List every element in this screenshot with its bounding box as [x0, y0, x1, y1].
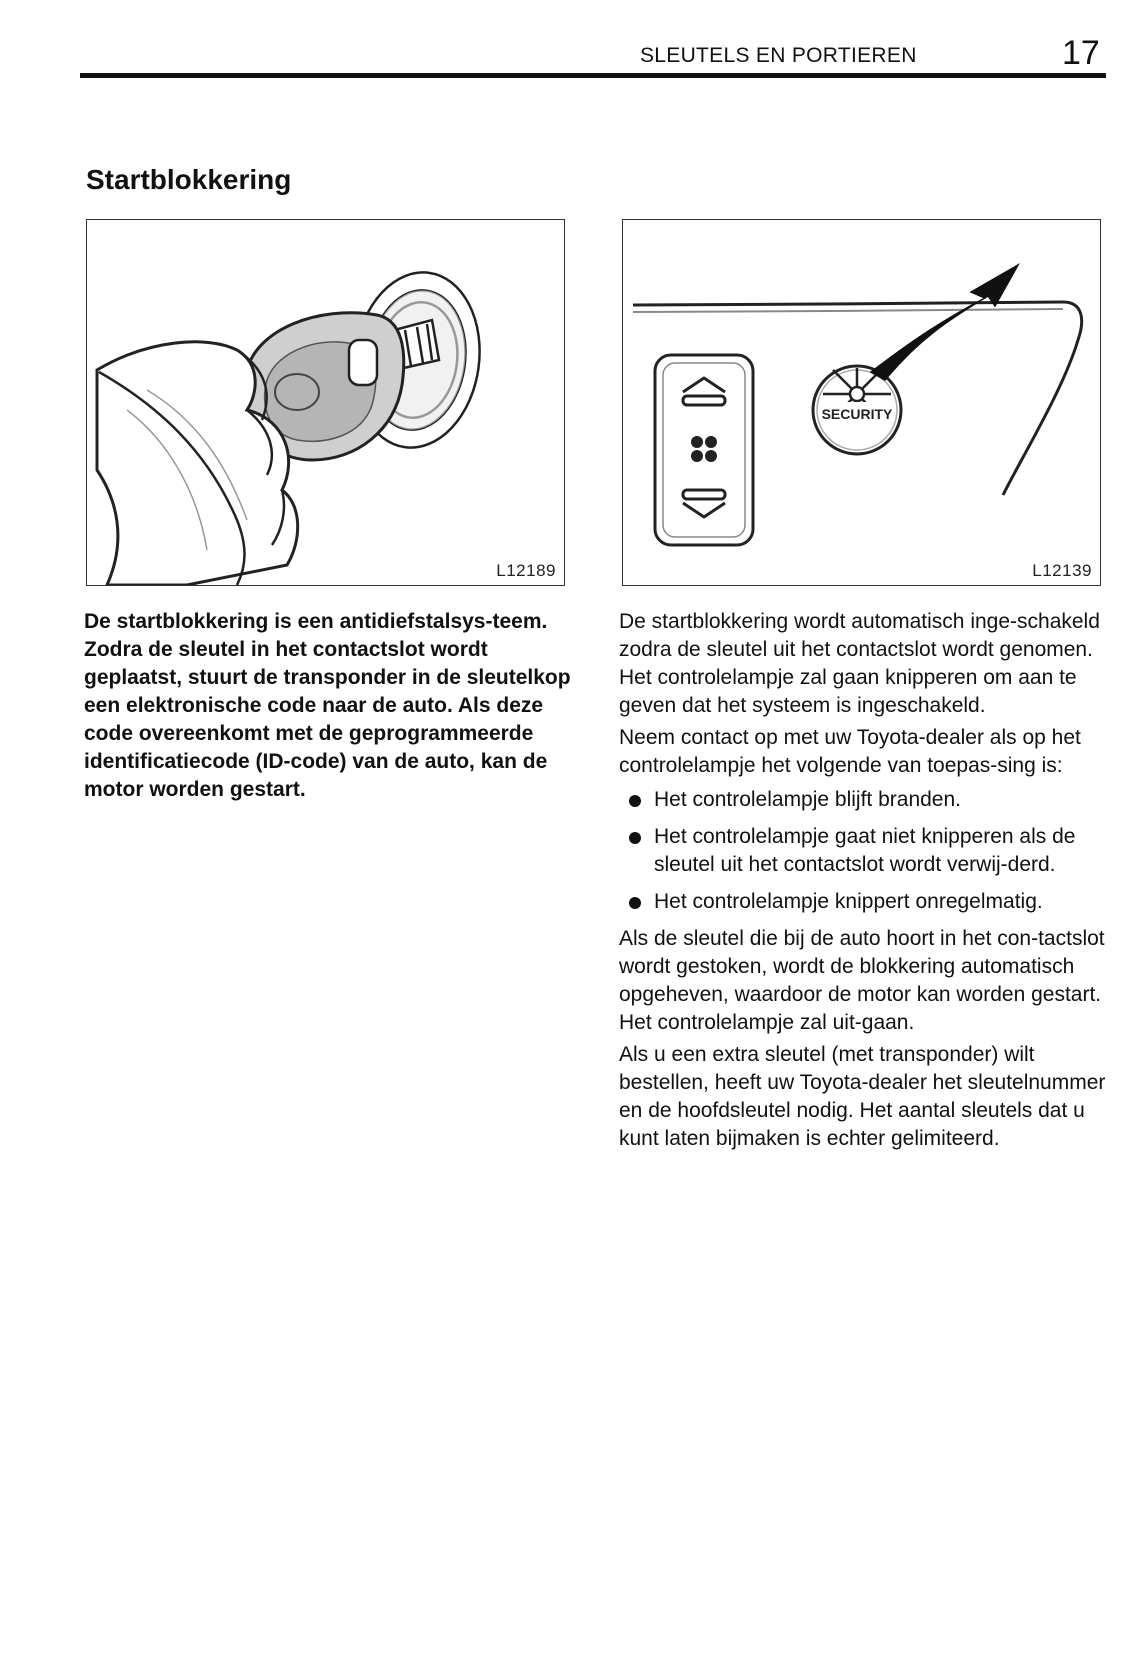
- list-item-text: Het controlelampje knippert onregelmatig.: [654, 890, 1043, 913]
- list-item-text: Het controlelampje blijft branden.: [654, 788, 962, 811]
- list-item: [619, 823, 1107, 879]
- figure-key-insertion: [86, 219, 565, 586]
- page-number: 17: [1062, 34, 1100, 72]
- paragraph-activation: De startblokkering wordt automatisch inge-schakeld zodra de sleutel uit het contactslot wordt genomen. Het controlelampje zal gaan knipperen om aan te geven dat het systeem is ingeschakeld.: [619, 610, 1100, 717]
- paragraph-contact-dealer: Neem contact op met uw Toyota-dealer als op het controlelampje het volgende van toepas-sing is:: [619, 726, 1081, 777]
- bullet-icon: [629, 832, 641, 844]
- symptom-list: [619, 786, 1107, 916]
- page-title: Startblokkering: [86, 164, 292, 195]
- security-label: SECURITY: [821, 406, 893, 422]
- intro-bold-paragraph: De startblokkering is een antidiefstalsys-teem. Zodra de sleutel in het contactslot wordt geplaatst, stuurt de transponder in de sleutelkop een elektronische code naar de auto. Als deze code overeenkomt met de geprogrammeerde identificatiecode (ID-code) van de auto, kan de motor worden gestart.: [84, 610, 571, 801]
- security-indicator-illustration: [623, 220, 1100, 585]
- figure-code-right: L12139: [1032, 561, 1092, 580]
- figure-code-left: L12189: [496, 561, 556, 580]
- bullet-icon: [629, 795, 641, 807]
- right-column: [619, 608, 1107, 1157]
- list-item-text: Het controlelampje gaat niet knipperen als de sleutel uit het contactslot wordt verwij-derd.: [654, 825, 1076, 876]
- key-insertion-illustration: [87, 220, 564, 585]
- figure-security-indicator: [622, 219, 1101, 586]
- list-item: [619, 888, 1107, 916]
- paragraph-deactivation: Als de sleutel die bij de auto hoort in het con-tactslot wordt gestoken, wordt de blokkering automatisch opgeheven, waardoor de motor kan worden gestart. Het controlelampje zal uit-gaan.: [619, 927, 1105, 1034]
- left-column: [84, 608, 574, 808]
- header-section-title: SLEUTELS EN PORTIEREN: [640, 44, 917, 67]
- paragraph-extra-key: Als u een extra sleutel (met transponder) wilt bestellen, heeft uw Toyota-dealer het sleutelnummer en de hoofdsleutel nodig. Het aantal sleutels dat u kunt laten bijmaken is echter gelimiteerd.: [619, 1043, 1106, 1150]
- list-item: [619, 786, 1107, 814]
- bullet-icon: [629, 897, 641, 909]
- header-rule: [80, 73, 1106, 78]
